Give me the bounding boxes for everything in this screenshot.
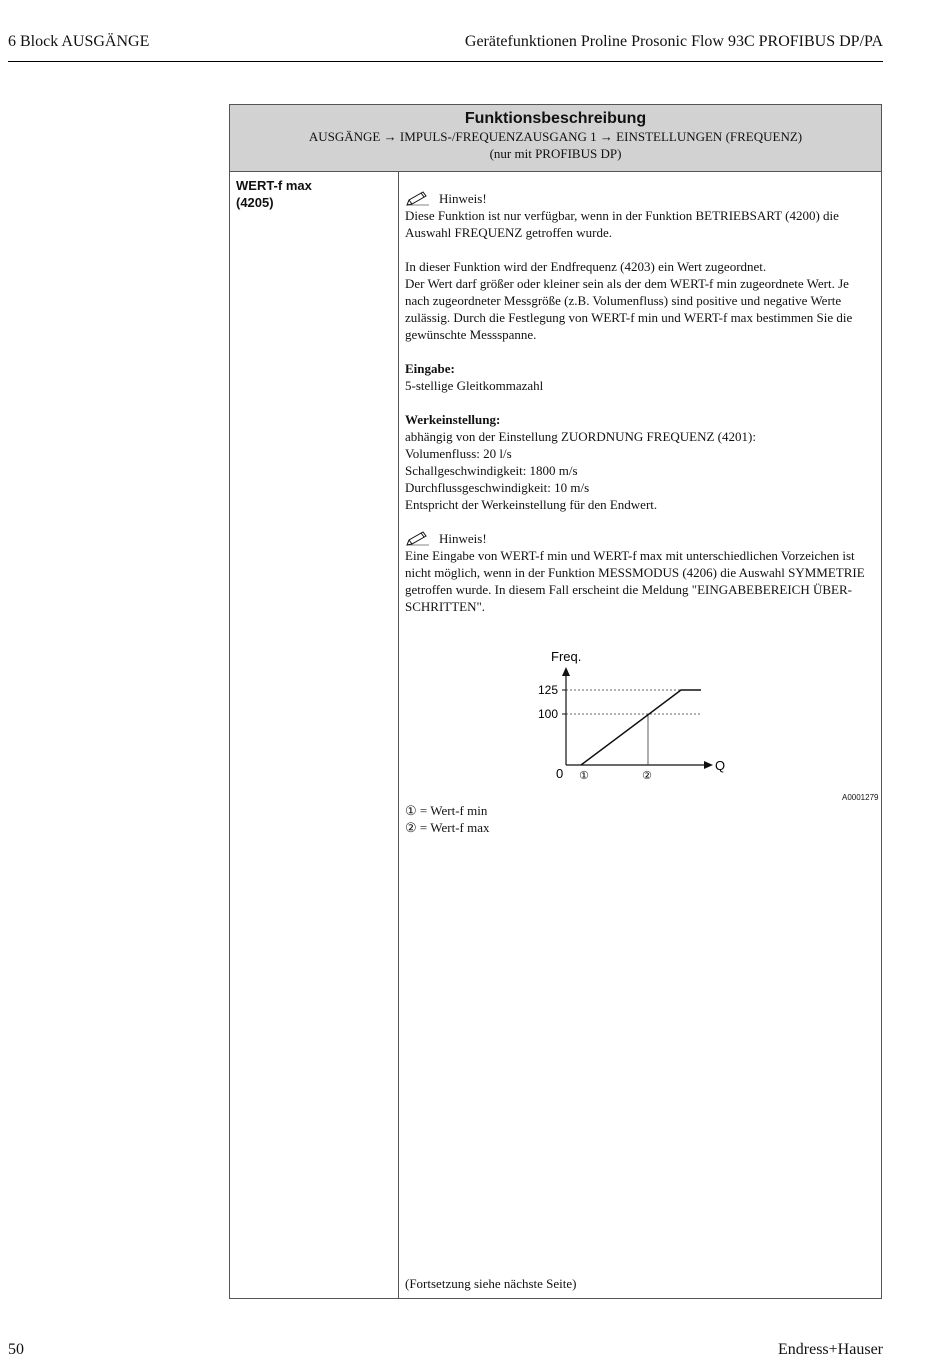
factory-line: Durchflussgeschwindigkeit: 10 m/s — [405, 480, 590, 495]
pencil-note-icon — [405, 531, 431, 547]
note2-line: nicht möglich, wenn in der Funktion MESSMODUS (4206) die Auswahl SYMMETRIE — [405, 565, 865, 580]
document-title: Gerätefunktionen Proline Prosonic Flow 93C PROFIBUS DP/PA — [464, 33, 883, 50]
profibus-qualifier: (nur mit PROFIBUS DP) — [489, 146, 622, 161]
input-label: Eingabe: — [405, 361, 455, 376]
y-axis-arrow — [562, 667, 570, 676]
note-label: Hinweis! — [439, 531, 487, 546]
desc-line: Der Wert darf größer oder kleiner sein als der dem WERT-f min zugeordnete Wert. Je — [405, 276, 849, 291]
desc-line: zulässig. Durch die Festlegung von WERT-f min und WERT-f max bestimmen Sie die — [405, 310, 853, 325]
tick-125-label: 125 — [538, 683, 559, 697]
input-value: 5-stellige Gleitkommazahl — [405, 378, 544, 393]
legend-item: ① = Wert-f min — [405, 803, 488, 818]
factory-line: Volumenfluss: 20 l/s — [405, 446, 512, 461]
x-axis-label: Q — [715, 758, 726, 773]
factory-line: abhängig von der Einstellung ZUORDNUNG FREQUENZ (4201): — [405, 429, 756, 444]
note1-line: Auswahl FREQUENZ getroffen wurde. — [405, 225, 612, 240]
table-title: Funktionsbeschreibung — [464, 110, 647, 127]
factory-line: Entspricht der Werkeinstellung für den Endwert. — [405, 497, 658, 512]
diagram-legend — [405, 802, 489, 836]
note-label: Hinweis! — [439, 191, 487, 206]
table-header — [230, 105, 881, 172]
legend-item: ② = Wert-f max — [405, 820, 490, 835]
function-name-cell — [236, 177, 312, 211]
page-number: 50 — [8, 1341, 24, 1358]
note2-line: Eine Eingabe von WERT-f min und WERT-f max mit unterschiedlichen Vorzeichen ist — [405, 548, 855, 563]
pencil-note-icon — [405, 191, 431, 207]
marker-2: ② — [642, 770, 652, 782]
frequency-diagram — [531, 645, 781, 795]
brand-name: Endress+Hauser — [778, 1341, 883, 1358]
header-rule — [8, 61, 883, 62]
image-id: A0001279 — [842, 793, 879, 802]
factory-line: Schallgeschwindigkeit: 1800 m/s — [405, 463, 578, 478]
menu-path: AUSGÄNGE → IMPULS-/FREQUENZAUSGANG 1 → EINSTELLUNGEN (FREQUENZ) — [308, 129, 803, 144]
factory-label: Werkeinstellung: — [405, 412, 501, 427]
column-divider — [398, 172, 399, 1298]
note2-line: getroffen wurde. In diesem Fall erscheint die Meldung "EINGABEBEREICH ÜBER- — [405, 582, 852, 597]
note-1 — [405, 190, 875, 207]
description-cell — [405, 190, 875, 615]
characteristic-line — [581, 690, 701, 765]
chapter-heading: 6 Block AUSGÄNGE — [8, 33, 150, 50]
tick-100-label: 100 — [538, 707, 559, 721]
note2-line: SCHRITTEN". — [405, 599, 486, 614]
marker-1: ① — [579, 770, 589, 782]
note1-line: Diese Funktion ist nur verfügbar, wenn in der Funktion BETRIEBSART (4200) die — [405, 208, 839, 223]
desc-line: In dieser Funktion wird der Endfrequenz (4203) ein Wert zugeordnet. — [405, 259, 767, 274]
continuation-note: (Fortsetzung siehe nächste Seite) — [405, 1276, 577, 1291]
desc-line: nach zugeordneter Messgröße (z.B. Volumenfluss) sind positive und negative Werte — [405, 293, 842, 308]
desc-line: gewünschte Messspanne. — [405, 327, 537, 342]
origin-label: 0 — [556, 766, 564, 781]
function-table — [229, 104, 882, 1299]
note-2 — [405, 530, 875, 547]
function-code: (4205) — [236, 195, 274, 210]
function-name: WERT-f max — [236, 178, 312, 193]
y-axis-label: Freq. — [551, 649, 582, 664]
x-axis-arrow — [704, 761, 713, 769]
